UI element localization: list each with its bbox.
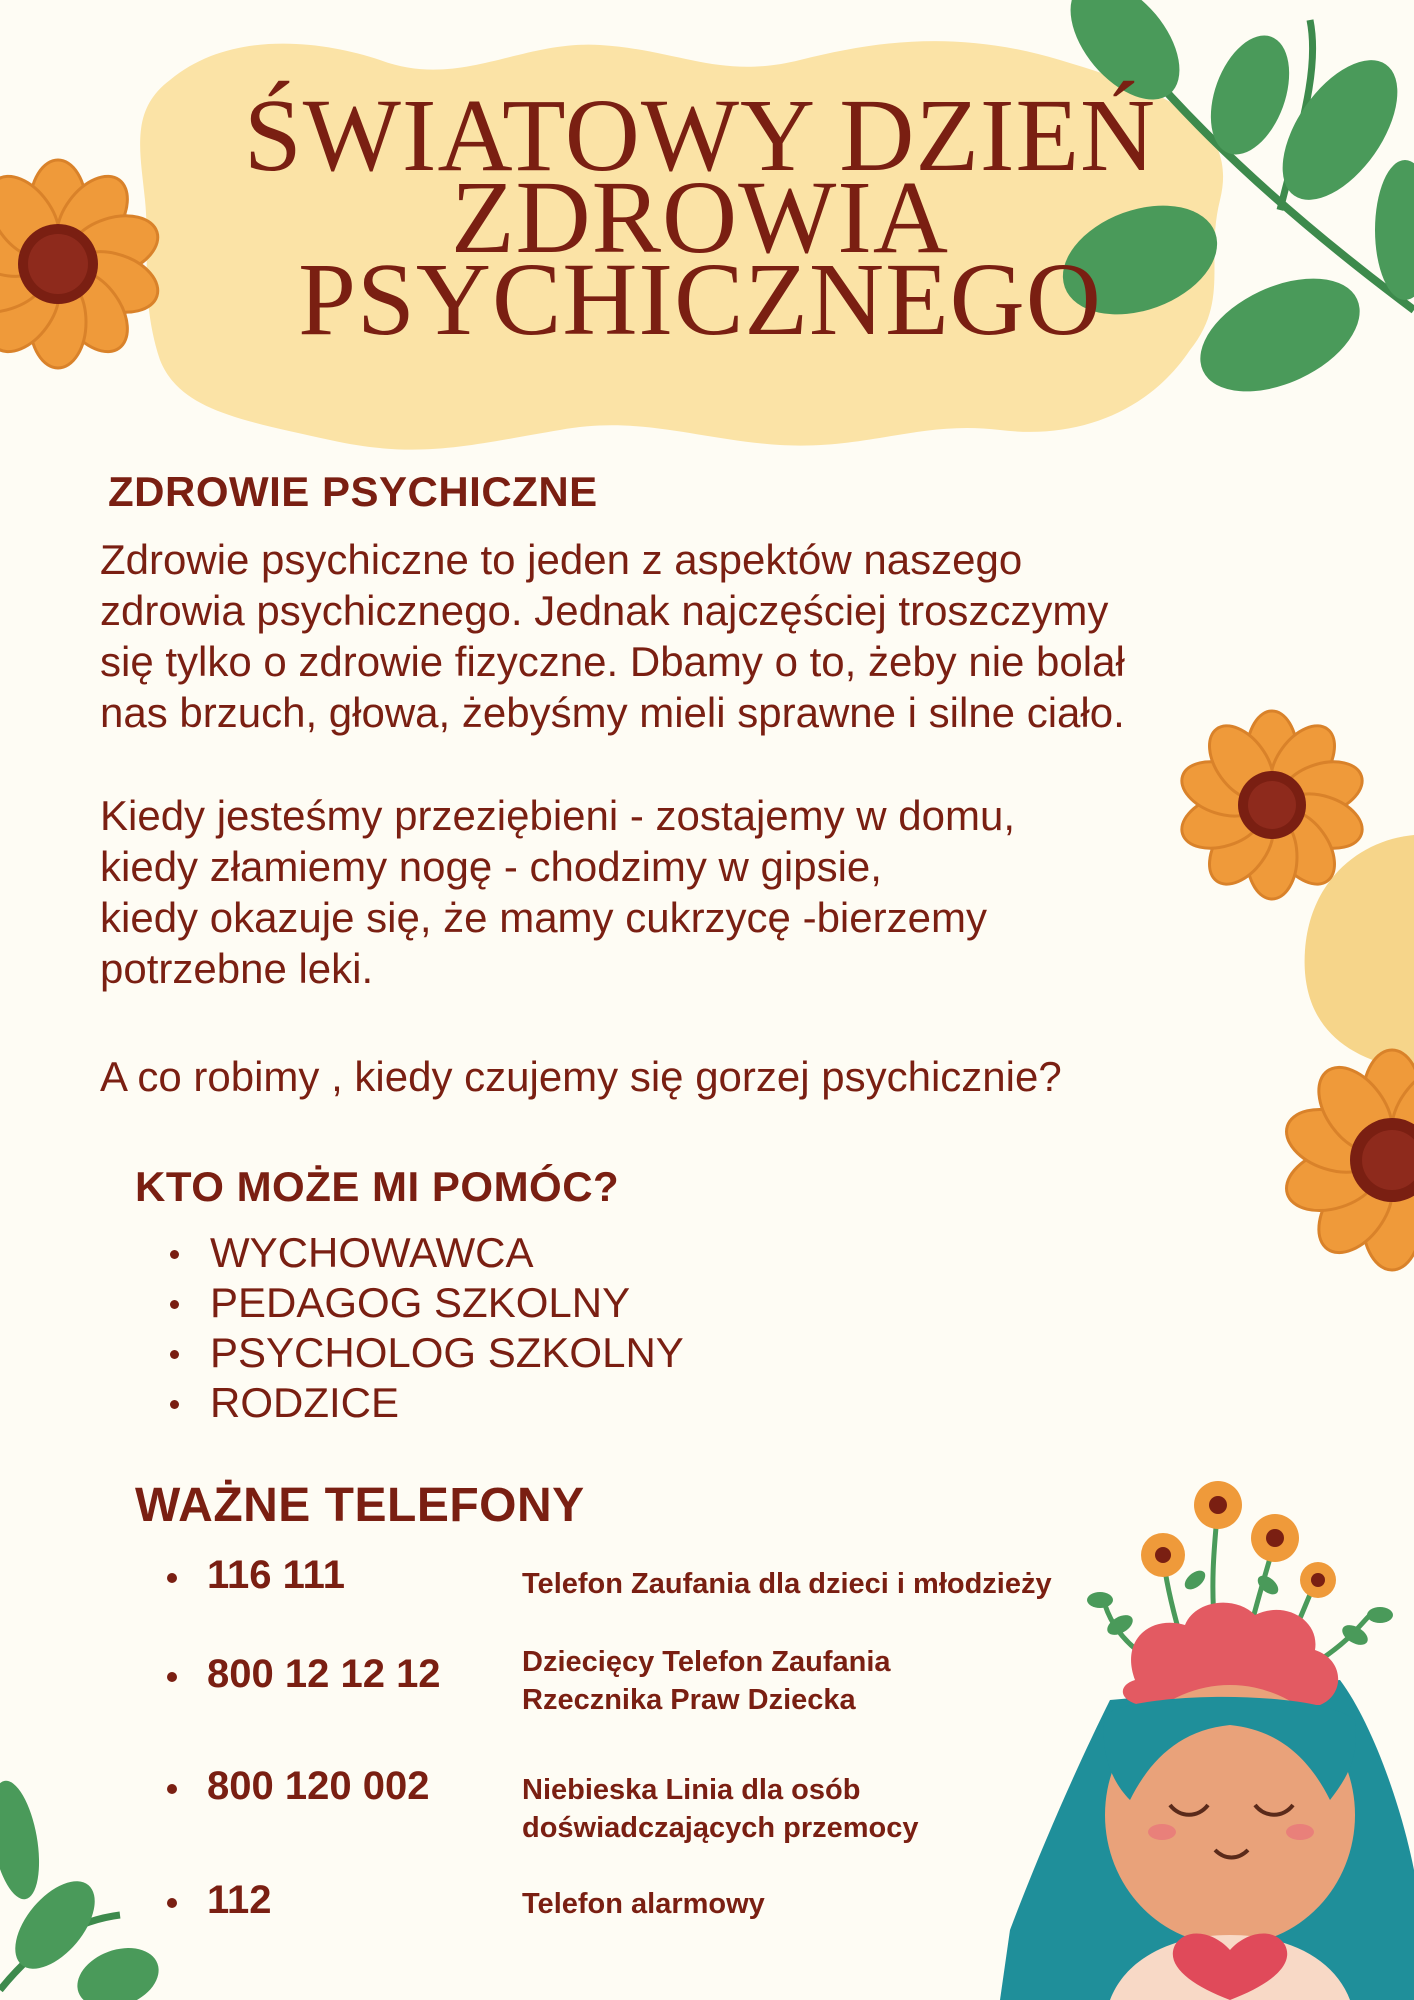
phone-description bbox=[522, 1771, 919, 1847]
girl-with-flowers-illustration bbox=[1000, 1481, 1414, 2000]
phone-description bbox=[522, 1565, 1052, 1603]
phone-description-line: Rzecznika Praw Dziecka bbox=[522, 1684, 856, 1716]
paragraph-line: Kiedy jesteśmy przeziębieni - zostajemy w domu, bbox=[100, 792, 1016, 839]
list-item: PEDAGOG SZKOLNY bbox=[170, 1278, 684, 1328]
phone-description bbox=[522, 1885, 765, 1923]
leaf-icon bbox=[0, 1777, 167, 2000]
paragraph-line: nas brzuch, głowa, żebyśmy mieli sprawne i silne ciało. bbox=[100, 689, 1125, 736]
section-heading-mental-health: ZDROWIE PSYCHICZNE bbox=[108, 468, 598, 515]
page-title bbox=[240, 78, 1160, 357]
helpers-list bbox=[170, 1228, 684, 1428]
phone-description-line: Niebieska Linia dla osób bbox=[522, 1774, 861, 1806]
phone-description-line: Telefon alarmowy bbox=[522, 1888, 765, 1920]
flower-icon bbox=[0, 160, 166, 368]
phone-number: 116 111 bbox=[167, 1553, 345, 1598]
phone-number: 112 bbox=[167, 1878, 272, 1923]
phone-number: 800 120 002 bbox=[167, 1764, 429, 1809]
title-line-1: ŚWIATOWY DZIEŃ bbox=[243, 78, 1157, 193]
section-heading-who-can-help: KTO MOŻE MI POMÓC? bbox=[135, 1163, 620, 1210]
phone-description-line: Telefon Zaufania dla dzieci i młodzieży bbox=[522, 1568, 1052, 1600]
phone-description-line: doświadczających przemocy bbox=[522, 1812, 919, 1844]
paragraph-line: Zdrowie psychiczne to jeden z aspektów naszego bbox=[100, 536, 1023, 583]
list-item: WYCHOWAWCA bbox=[170, 1228, 684, 1278]
paragraph-line: kiedy okazuje się, że mamy cukrzycę -bierzemy bbox=[100, 894, 987, 941]
paragraph-intro bbox=[100, 534, 1330, 738]
title-line-2: ZDROWIA bbox=[450, 160, 949, 275]
paragraph-line: potrzebne leki. bbox=[100, 945, 374, 992]
phone-description bbox=[522, 1643, 891, 1719]
phone-description-line: Dziecięcy Telefon Zaufania bbox=[522, 1646, 891, 1678]
paragraph-line: A co robimy , kiedy czujemy się gorzej psychicznie? bbox=[100, 1053, 1062, 1100]
phone-number: 800 12 12 12 bbox=[167, 1652, 441, 1697]
title-line-3: PSYCHICZNEGO bbox=[298, 242, 1102, 357]
paragraph-line: zdrowia psychicznego. Jednak najczęściej troszczymy bbox=[100, 587, 1109, 634]
paragraph-examples bbox=[100, 790, 1330, 994]
paragraph-line: kiedy złamiemy nogę - chodzimy w gipsie, bbox=[100, 843, 882, 890]
list-item: RODZICE bbox=[170, 1378, 684, 1428]
paragraph-line: się tylko o zdrowie fizyczne. Dbamy o to, żeby nie bolał bbox=[100, 638, 1125, 685]
paragraph-question bbox=[100, 1051, 1330, 1102]
section-heading-important-phones: WAŻNE TELEFONY bbox=[135, 1479, 585, 1532]
list-item: PSYCHOLOG SZKOLNY bbox=[170, 1328, 684, 1378]
